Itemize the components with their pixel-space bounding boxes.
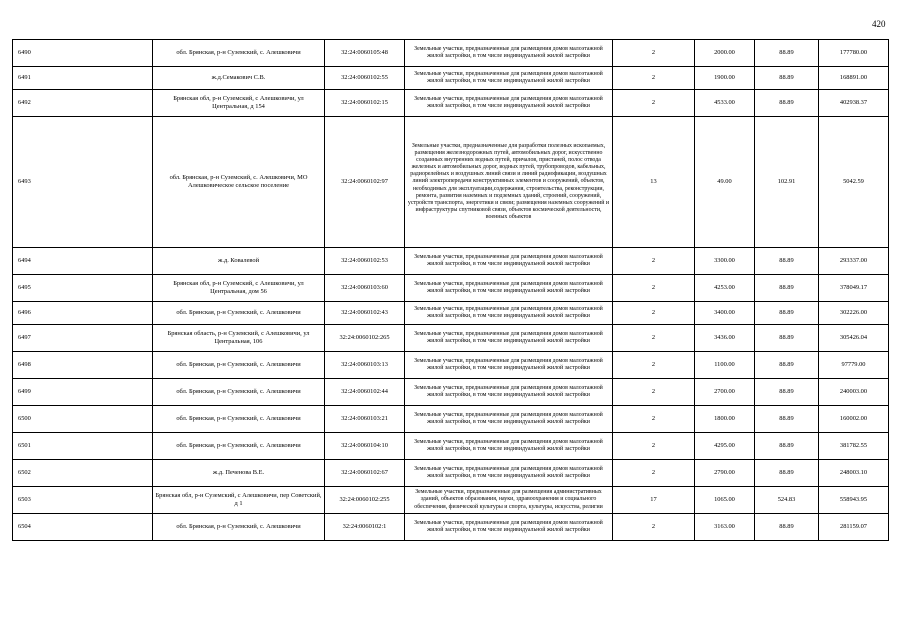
table-row: [13, 325, 889, 352]
cadastral-number-cell: 32:24:0060102:1: [325, 514, 405, 541]
cadastral-number-cell: 32:24:0060104:10: [325, 433, 405, 460]
use-code-cell: 2: [613, 40, 695, 67]
rate-cell: 88.89: [755, 40, 819, 67]
area-cell: 2790.00: [695, 460, 755, 487]
rate-cell: 88.89: [755, 248, 819, 275]
land-use-cell: Земельные участки, предназначенные для разработки полезных ископаемых, размещения железнодорожных путей, автомобильных дорог, искусственно созданных внутренних водных путей, причалов, пристаней, полос отвода железных и автомобильных дорог, водных путей, трубопроводов, кабельных, радиорелейных и воздушных линий связи и линий радиофикации, воздушных линий электропередачи конструктивных элементов и сооружений, объектов, необходимых для эксплуатации,содержания, строительства, реконструкции, ремонта, развития наземных и подземных зданий, строений, сооружений, устройств транспорта, энергетики и связи; размещения наземных сооружений и инфраструктуры спутниковой связи, объектов космической деятельности, военных объектов: [405, 117, 613, 248]
table-row: [13, 302, 889, 325]
land-use-cell: Земельные участки, предназначенные для размещения домов малоэтажной жилой застройки, в том числе индивидуальной жилой застройки: [405, 352, 613, 379]
area-cell: 3300.00: [695, 248, 755, 275]
use-code-cell: 2: [613, 379, 695, 406]
land-use-cell: Земельные участки, предназначенные для размещения домов малоэтажной жилой застройки, в том числе индивидуальной жилой застройки: [405, 90, 613, 117]
rate-cell: 88.89: [755, 302, 819, 325]
use-code-cell: 2: [613, 302, 695, 325]
area-cell: 1100.00: [695, 352, 755, 379]
area-cell: 2000.00: [695, 40, 755, 67]
row-number-cell: 6491: [13, 67, 153, 90]
land-plots-table: [12, 39, 889, 541]
row-number-cell: 6500: [13, 406, 153, 433]
table-row: [13, 487, 889, 514]
land-use-cell: Земельные участки, предназначенные для размещения домов малоэтажной жилой застройки, в том числе индивидуальной жилой застройки: [405, 406, 613, 433]
land-use-cell: Земельные участки, предназначенные для размещения домов малоэтажной жилой застройки, в том числе индивидуальной жилой застройки: [405, 325, 613, 352]
cadastral-number-cell: 32:24:0060102:15: [325, 90, 405, 117]
use-code-cell: 2: [613, 325, 695, 352]
rate-cell: 88.89: [755, 325, 819, 352]
rate-cell: 88.89: [755, 514, 819, 541]
rate-cell: 88.89: [755, 379, 819, 406]
use-code-cell: 13: [613, 117, 695, 248]
rate-cell: 524.83: [755, 487, 819, 514]
table-row: [13, 379, 889, 406]
land-use-cell: Земельные участки, предназначенные для размещения домов малоэтажной жилой застройки, в том числе индивидуальной жилой застройки: [405, 379, 613, 406]
land-use-cell: Земельные участки, предназначенные для размещения домов малоэтажной жилой застройки, в том числе индивидуальной жилой застройки: [405, 302, 613, 325]
location-cell: Брянская обл, р-н Суземский, с Алешковичи, ул Центральная, д 154: [153, 90, 325, 117]
land-use-cell: Земельные участки, предназначенные для размещения домов малоэтажной жилой застройки, в том числе индивидуальной жилой застройки: [405, 514, 613, 541]
row-number-cell: 6490: [13, 40, 153, 67]
cadastral-value-cell: 160002.00: [819, 406, 889, 433]
cadastral-value-cell: 302226.00: [819, 302, 889, 325]
area-cell: 1065.00: [695, 487, 755, 514]
row-number-cell: 6501: [13, 433, 153, 460]
location-cell: обл. Брянская, р-н Суземский, с. Алешковичи: [153, 406, 325, 433]
table-row: [13, 67, 889, 90]
area-cell: 3400.00: [695, 302, 755, 325]
cadastral-number-cell: 32:24:0060102:255: [325, 487, 405, 514]
table-row: [13, 433, 889, 460]
row-number-cell: 6494: [13, 248, 153, 275]
cadastral-number-cell: 32:24:0060102:44: [325, 379, 405, 406]
rate-cell: 88.89: [755, 352, 819, 379]
cadastral-number-cell: 32:24:0060102:55: [325, 67, 405, 90]
cadastral-value-cell: 97779.00: [819, 352, 889, 379]
cadastral-number-cell: 32:24:0060103:21: [325, 406, 405, 433]
cadastral-value-cell: 558943.95: [819, 487, 889, 514]
area-cell: 4533.00: [695, 90, 755, 117]
use-code-cell: 17: [613, 487, 695, 514]
cadastral-value-cell: 281159.07: [819, 514, 889, 541]
location-cell: Брянская область, р-н Суземский, с Алешковичи, ул Центральная, 106: [153, 325, 325, 352]
cadastral-value-cell: 305426.04: [819, 325, 889, 352]
table-row: [13, 248, 889, 275]
cadastral-number-cell: 32:24:0060103:60: [325, 275, 405, 302]
row-number-cell: 6495: [13, 275, 153, 302]
land-use-cell: Земельные участки, предназначенные для размещения домов малоэтажной жилой застройки, в том числе индивидуальной жилой застройки: [405, 460, 613, 487]
rate-cell: 88.89: [755, 460, 819, 487]
land-use-cell: Земельные участки, предназначенные для размещения домов малоэтажной жилой застройки, в том числе индивидуальной жилой застройки: [405, 275, 613, 302]
row-number-cell: 6496: [13, 302, 153, 325]
row-number-cell: 6503: [13, 487, 153, 514]
area-cell: 4253.00: [695, 275, 755, 302]
cadastral-number-cell: 32:24:0060102:265: [325, 325, 405, 352]
row-number-cell: 6498: [13, 352, 153, 379]
location-cell: ж.д. Печенова В.Е.: [153, 460, 325, 487]
location-cell: Брянская обл, р-н Суземский, с Алешковичи, пер Советский, д 1: [153, 487, 325, 514]
cadastral-value-cell: 240003.00: [819, 379, 889, 406]
land-use-cell: Земельные участки, предназначенные для размещения домов малоэтажной жилой застройки, в том числе индивидуальной жилой застройки: [405, 67, 613, 90]
table-row: [13, 460, 889, 487]
use-code-cell: 2: [613, 433, 695, 460]
use-code-cell: 2: [613, 352, 695, 379]
table-row: [13, 514, 889, 541]
area-cell: 1900.00: [695, 67, 755, 90]
location-cell: обл. Брянская, р-н Суземский, с. Алешковичи: [153, 40, 325, 67]
land-use-cell: Земельные участки, предназначенные для размещения административных зданий, объектов образования, науки, здравоохранения и социального обеспечения, физической культуры и спорта, культуры, искусства, религии: [405, 487, 613, 514]
cadastral-value-cell: 168891.00: [819, 67, 889, 90]
use-code-cell: 2: [613, 90, 695, 117]
cadastral-value-cell: 5042.59: [819, 117, 889, 248]
use-code-cell: 2: [613, 275, 695, 302]
cadastral-value-cell: 248003.10: [819, 460, 889, 487]
land-use-cell: Земельные участки, предназначенные для размещения домов малоэтажной жилой застройки, в том числе индивидуальной жилой застройки: [405, 433, 613, 460]
rate-cell: 88.89: [755, 275, 819, 302]
location-cell: обл. Брянская, р-н Суземский, с. Алешковичи: [153, 433, 325, 460]
use-code-cell: 2: [613, 514, 695, 541]
location-cell: обл. Брянская, р-н Суземский, с. Алешковичи, МО Алешковическое сельское поселение: [153, 117, 325, 248]
location-cell: ж.д. Ковалевой: [153, 248, 325, 275]
rate-cell: 88.89: [755, 67, 819, 90]
table-body: [13, 40, 889, 541]
area-cell: 2700.00: [695, 379, 755, 406]
location-cell: обл. Брянская, р-н Суземский, с. Алешковичи: [153, 379, 325, 406]
cadastral-value-cell: 177780.00: [819, 40, 889, 67]
table-row: [13, 117, 889, 248]
use-code-cell: 2: [613, 248, 695, 275]
rate-cell: 88.89: [755, 90, 819, 117]
row-number-cell: 6497: [13, 325, 153, 352]
cadastral-number-cell: 32:24:0060102:53: [325, 248, 405, 275]
use-code-cell: 2: [613, 460, 695, 487]
use-code-cell: 2: [613, 406, 695, 433]
area-cell: 4295.00: [695, 433, 755, 460]
table-row: [13, 90, 889, 117]
row-number-cell: 6493: [13, 117, 153, 248]
table-row: [13, 406, 889, 433]
row-number-cell: 6499: [13, 379, 153, 406]
page-number: 420: [872, 19, 886, 29]
land-use-cell: Земельные участки, предназначенные для размещения домов малоэтажной жилой застройки, в том числе индивидуальной жилой застройки: [405, 248, 613, 275]
location-cell: ж.д.Семакович С.В.: [153, 67, 325, 90]
cadastral-number-cell: 32:24:0060102:97: [325, 117, 405, 248]
area-cell: 1800.00: [695, 406, 755, 433]
area-cell: 49.00: [695, 117, 755, 248]
use-code-cell: 2: [613, 67, 695, 90]
rate-cell: 88.89: [755, 406, 819, 433]
row-number-cell: 6504: [13, 514, 153, 541]
cadastral-value-cell: 381782.55: [819, 433, 889, 460]
cadastral-number-cell: 32:24:0060103:13: [325, 352, 405, 379]
land-use-cell: Земельные участки, предназначенные для размещения домов малоэтажной жилой застройки, в том числе индивидуальной жилой застройки: [405, 40, 613, 67]
table-row: [13, 275, 889, 302]
area-cell: 3163.00: [695, 514, 755, 541]
rate-cell: 102.91: [755, 117, 819, 248]
cadastral-number-cell: 32:24:0060102:67: [325, 460, 405, 487]
cadastral-value-cell: 402938.37: [819, 90, 889, 117]
row-number-cell: 6502: [13, 460, 153, 487]
location-cell: Брянская обл, р-н Суземский, с Алешковичи, ул Центральная, дом 56: [153, 275, 325, 302]
cadastral-number-cell: 32:24:0060102:43: [325, 302, 405, 325]
cadastral-value-cell: 293337.00: [819, 248, 889, 275]
table-row: [13, 40, 889, 67]
table-row: [13, 352, 889, 379]
cadastral-value-cell: 378049.17: [819, 275, 889, 302]
area-cell: 3436.00: [695, 325, 755, 352]
location-cell: обл. Брянская, р-н Суземский, с. Алешковичи: [153, 514, 325, 541]
rate-cell: 88.89: [755, 433, 819, 460]
location-cell: обл. Брянская, р-н Суземский, с. Алешковичи: [153, 302, 325, 325]
row-number-cell: 6492: [13, 90, 153, 117]
cadastral-number-cell: 32:24:0060105:48: [325, 40, 405, 67]
location-cell: обл. Брянская, р-н Суземский, с. Алешковичи: [153, 352, 325, 379]
